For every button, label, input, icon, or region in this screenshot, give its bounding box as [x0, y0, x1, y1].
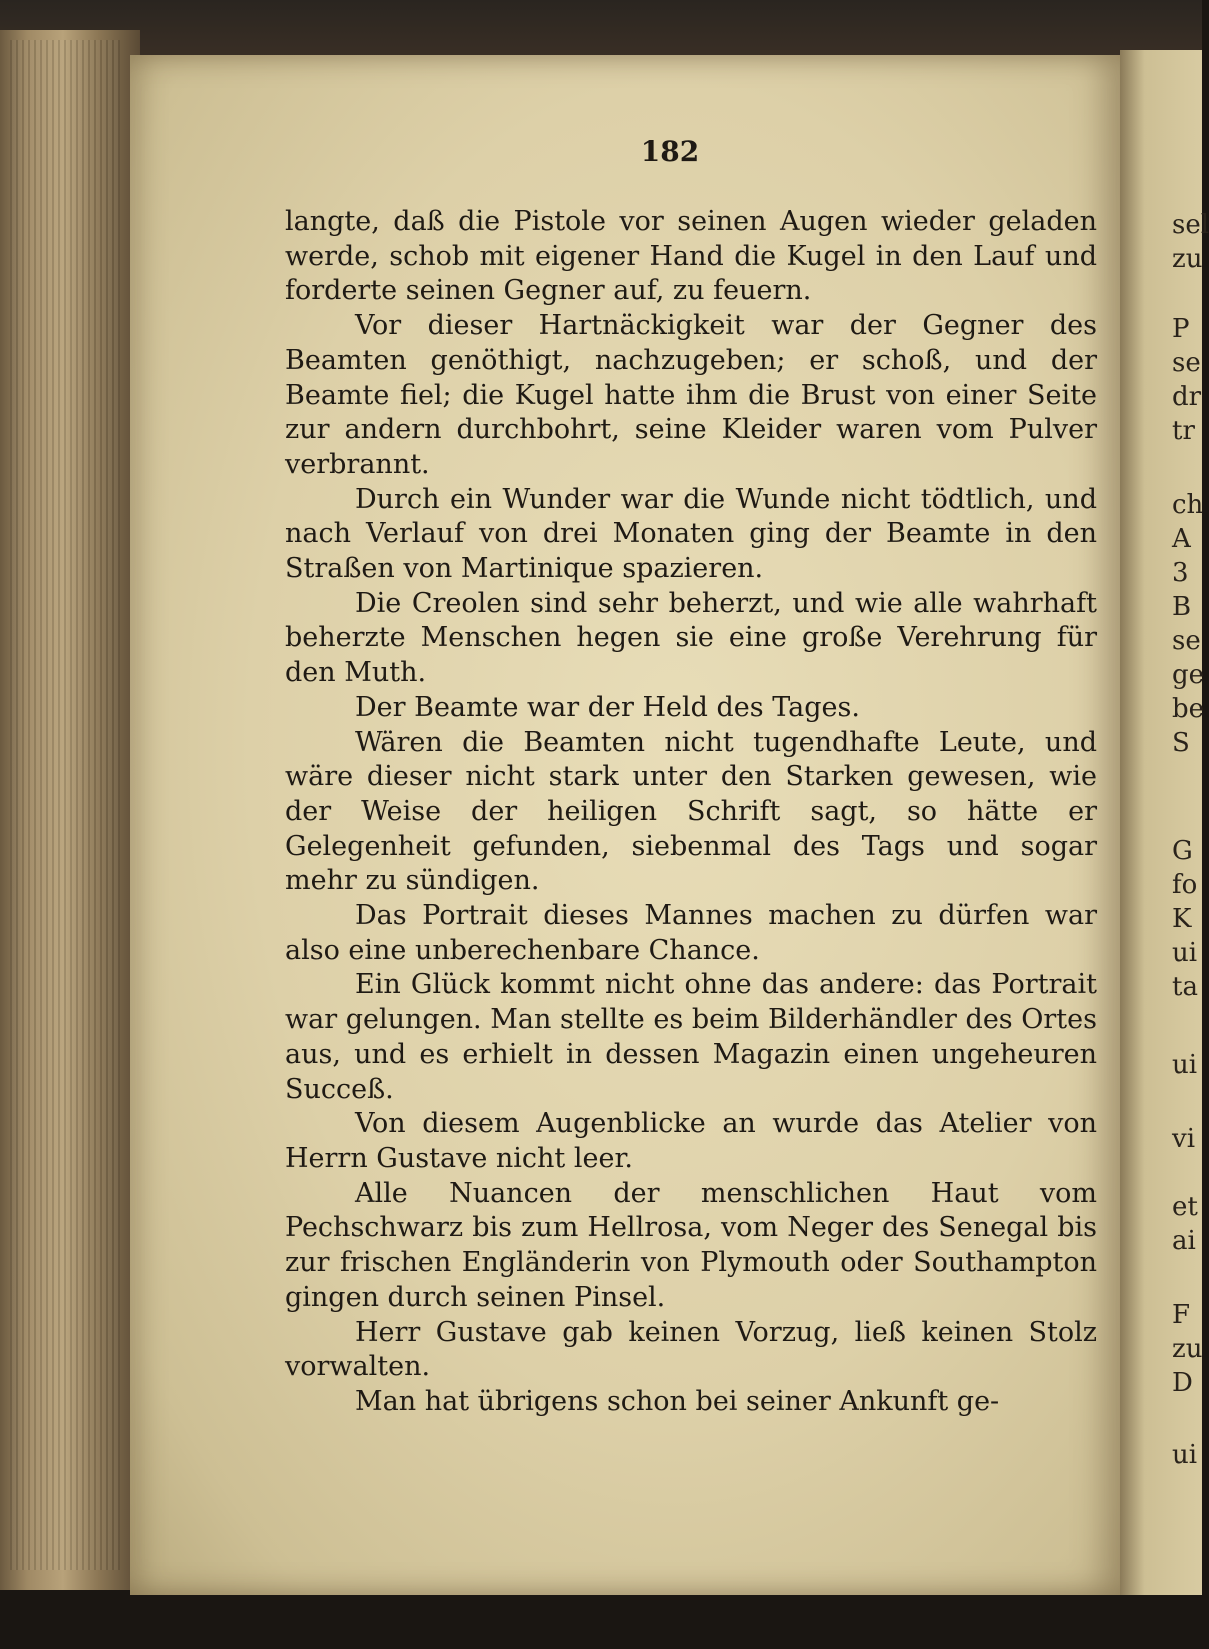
paragraph: Die Creolen sind sehr beherzt, und wie alle wahrhaft beherzte Menschen hegen sie eine große Verehrung für den Muth. — [285, 587, 1097, 689]
facing-fragment: G — [1172, 836, 1193, 866]
paragraph: Von diesem Augenblicke an wurde das Atelier von Herrn Gustave nicht leer. — [285, 1108, 1097, 1174]
paragraph: Alle Nuancen der menschlichen Haut vom Pechschwarz bis zum Hellrosa, vom Neger des Senegal bis zur frischen Engländerin von Plymouth oder Southampton gingen durch seinen Pinsel. — [285, 1177, 1097, 1313]
page-number: 182 — [640, 135, 700, 168]
facing-fragment: sel — [1172, 210, 1209, 240]
facing-fragment: et — [1172, 1192, 1198, 1222]
paragraph: Herr Gustave gab keinen Vorzug, ließ keinen Stolz vorwalten. — [285, 1316, 1097, 1383]
paragraph: Das Portrait dieses Mannes machen zu dürfen war also eine unberechenbare Chance. — [285, 900, 1097, 966]
facing-fragment: A — [1172, 524, 1191, 554]
facing-fragment: F — [1172, 1300, 1191, 1330]
facing-fragment: be — [1172, 694, 1205, 724]
facing-fragment: ai — [1172, 1226, 1196, 1256]
facing-fragment: fo — [1172, 870, 1198, 900]
facing-fragment: B — [1172, 592, 1192, 622]
facing-fragment: K — [1172, 904, 1192, 934]
top-shadow — [0, 0, 1202, 60]
facing-fragment: ui — [1172, 938, 1198, 968]
paragraph: Man hat übrigens schon bei seiner Ankunft ge- — [355, 1385, 1000, 1417]
facing-fragment: ch — [1172, 490, 1204, 520]
paragraph: Wären die Beamten nicht tugendhafte Leute, und wäre dieser nicht stark unter den Starken gewesen, wie der Weise der heiligen Schrift sagt, so hätte er Gelegenheit gefunden, siebenmal des Tags und sogar mehr zu sündigen. — [285, 726, 1097, 897]
facing-fragment: tr — [1172, 416, 1195, 446]
facing-fragment: se — [1172, 626, 1201, 656]
paragraph: Der Beamte war der Held des Tages. — [355, 691, 860, 723]
paragraph: Ein Glück kommt nicht ohne das andere: das Portrait war gelungen. Man stellte es beim Bilderhändler des Ortes aus, und es erhielt in dessen Magazin einen ungeheuren Succeß. — [285, 969, 1097, 1105]
facing-fragment: zu — [1172, 244, 1203, 274]
page-edges — [10, 40, 120, 1570]
facing-fragment: se — [1172, 348, 1201, 378]
facing-fragment: S — [1172, 728, 1190, 758]
facing-fragment: 3 — [1172, 558, 1189, 588]
paragraph: Vor dieser Hartnäckigkeit war der Gegner des Beamten genöthigt, nachzugeben; er schoß, und der Beamte fiel; die Kugel hatte ihm die Brust von einer Seite zur andern durchbohrt, seine Kleider waren vom Pulver verbrannt. — [285, 310, 1097, 480]
facing-fragment: ui — [1172, 1050, 1198, 1080]
facing-fragment: ta — [1172, 972, 1198, 1002]
facing-fragment: dr — [1172, 382, 1202, 412]
facing-fragment: D — [1172, 1368, 1193, 1398]
paragraph: Durch ein Wunder war die Wunde nicht tödtlich, und nach Verlauf von drei Monaten ging der Beamte in den Straßen von Martinique spazieren. — [285, 483, 1097, 585]
body-text — [285, 205, 1097, 1420]
facing-fragment: ge — [1172, 660, 1205, 690]
facing-fragment: vi — [1172, 1124, 1196, 1154]
facing-fragment: P — [1172, 314, 1190, 344]
paragraph: langte, daß die Pistole vor seinen Augen wieder geladen werde, schob mit eigener Hand die Kugel in den Lauf und forderte seinen Gegner auf, zu feuern. — [285, 206, 1097, 307]
facing-fragment: zu — [1172, 1334, 1203, 1364]
facing-fragment: ui — [1172, 1440, 1198, 1470]
